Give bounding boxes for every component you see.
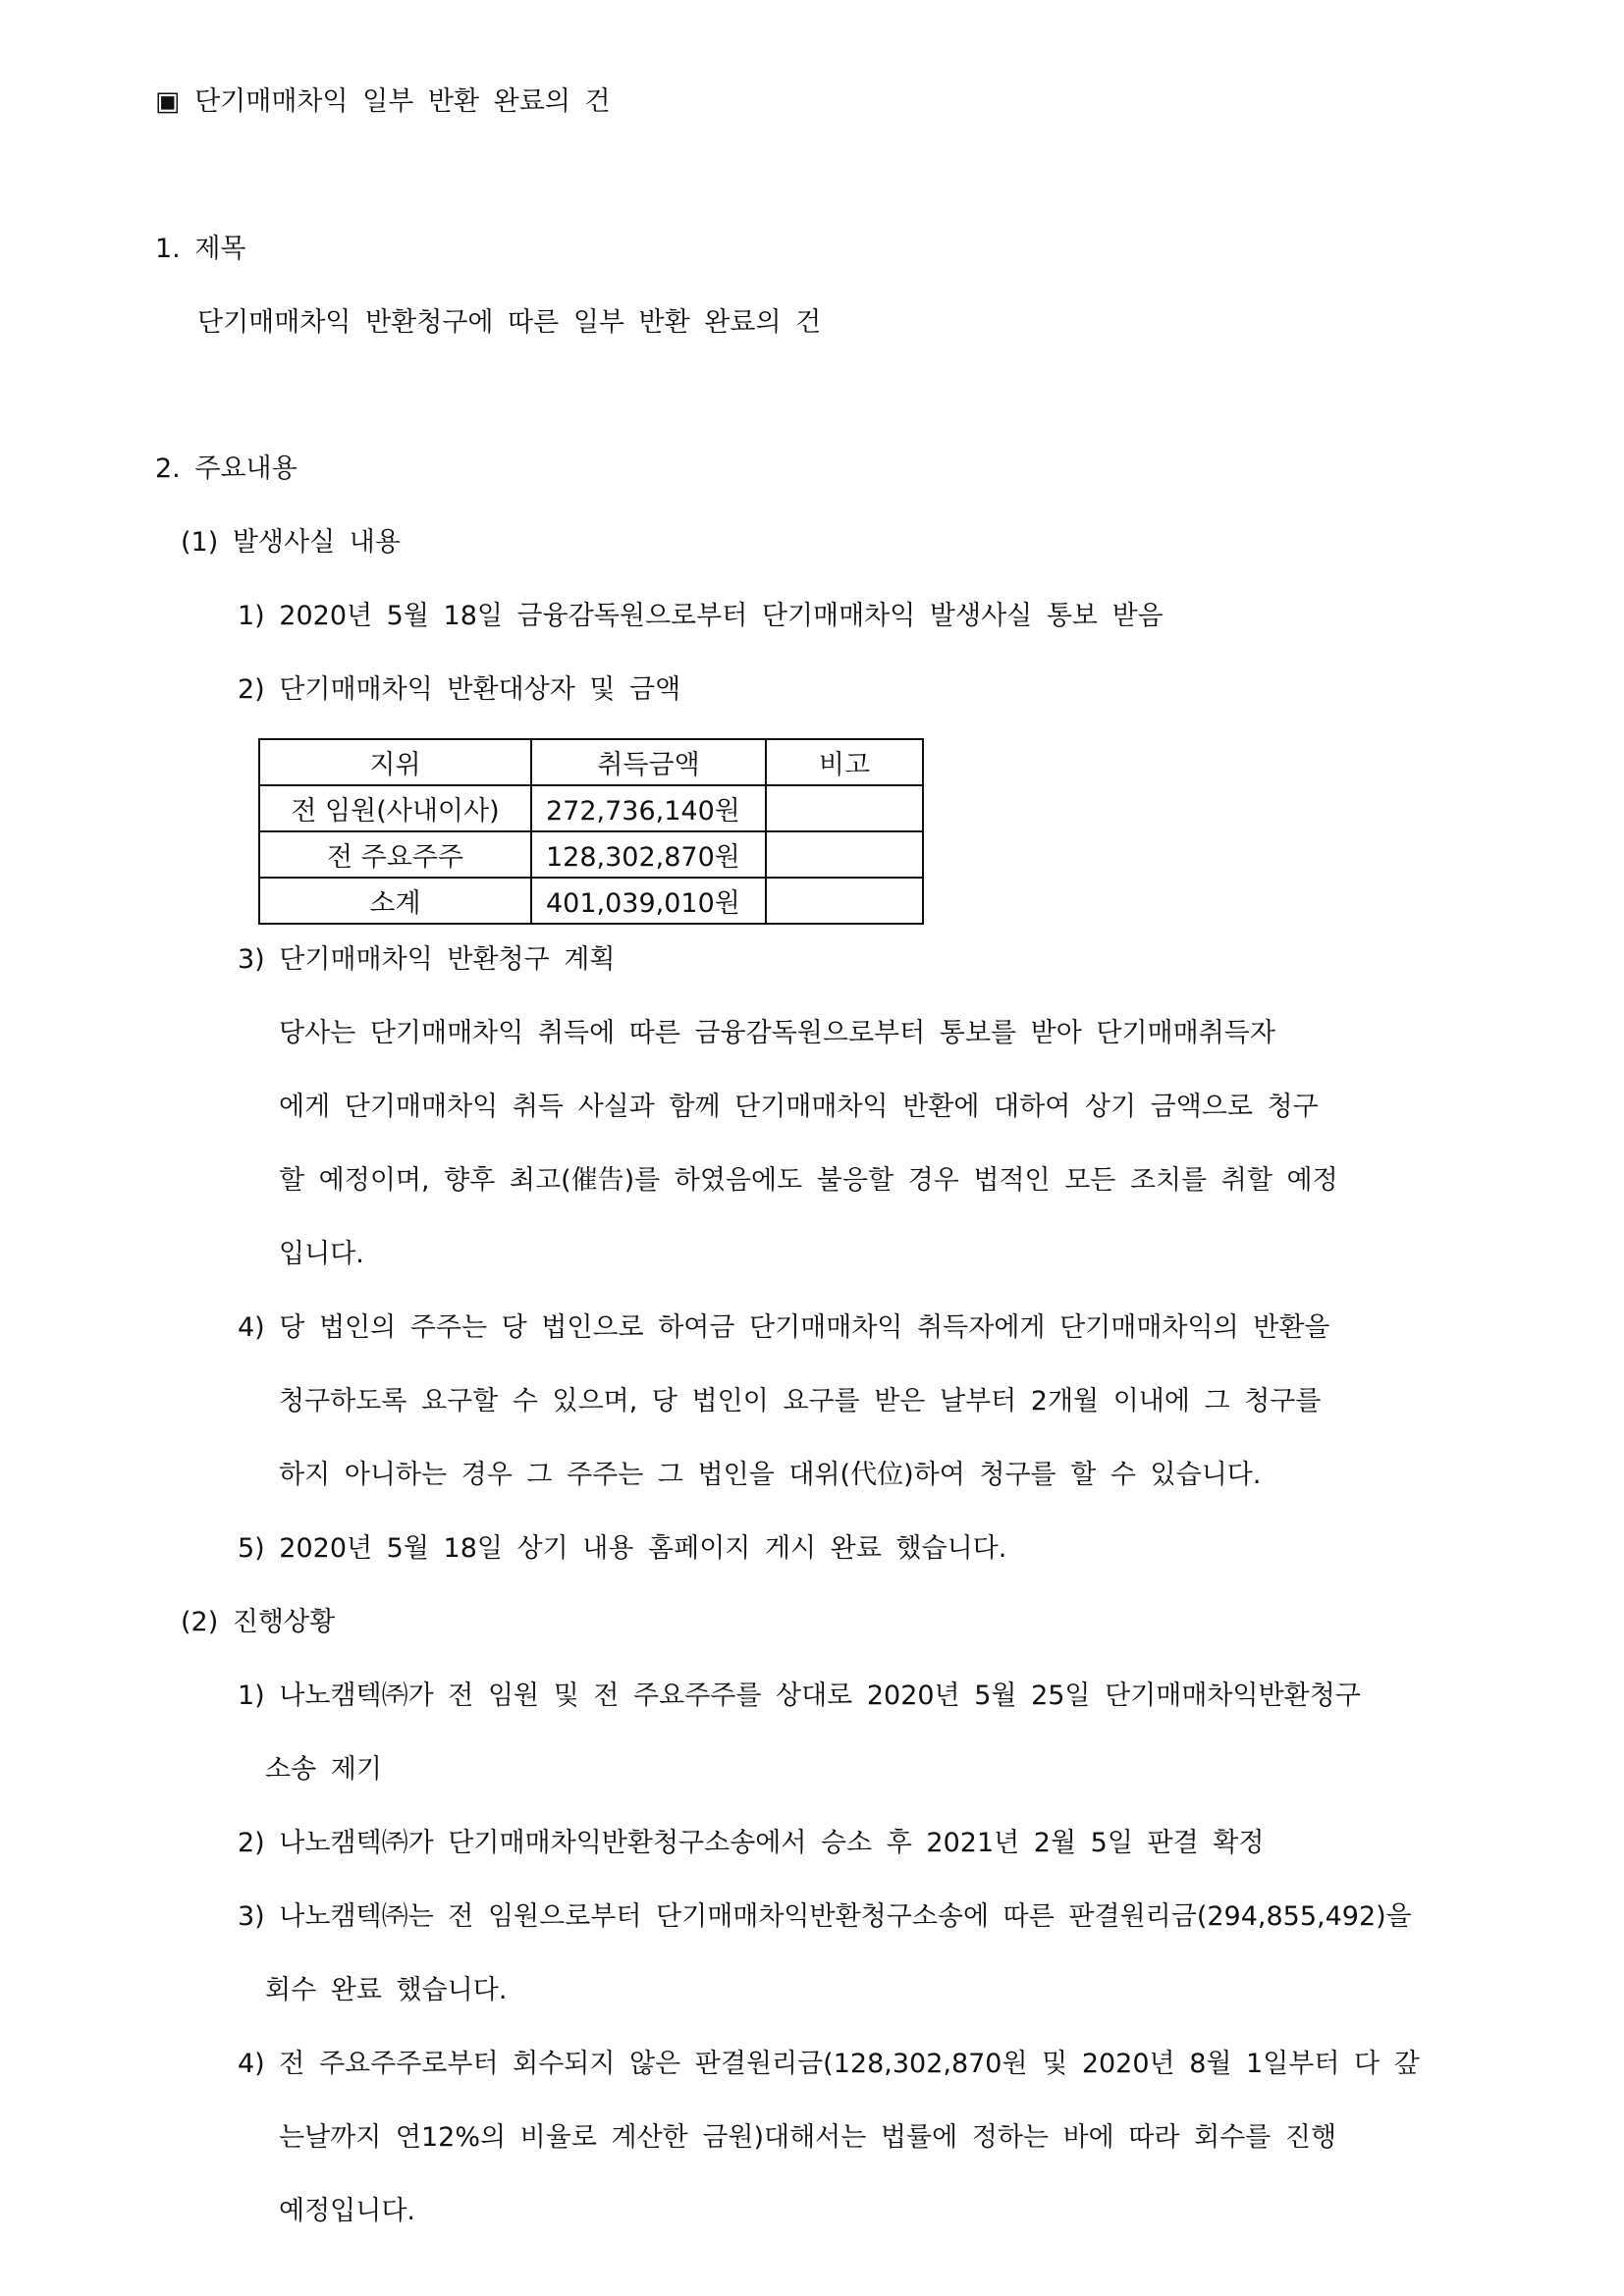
sub1-item-3-line: 할 예정이며, 향후 최고(催告)를 하였음에도 불응할 경우 법적인 모든 조치를 취할 예정 xyxy=(279,1165,1338,1196)
table-cell: 소계 xyxy=(259,878,531,924)
sub2-item-4-line: 4) 전 주요주주로부터 회수되지 않은 판결원리금(128,302,870원 및 2020년 8월 1일부터 다 갚 xyxy=(238,2049,1420,2079)
table-header-row xyxy=(259,739,923,785)
sub2-item-2: 2) 나노캠텍㈜가 단기매매차익반환청구소송에서 승소 후 2021년 2월 5일 판결 확정 xyxy=(238,1828,1265,1858)
table-cell: 272,736,140원 xyxy=(531,785,766,831)
section-2-heading: 2. 주요내용 xyxy=(155,454,298,484)
section-1-heading: 1. 제목 xyxy=(155,234,246,264)
table-cell: 128,302,870원 xyxy=(531,831,766,878)
sub1-item-5: 5) 2020년 5월 18일 상기 내용 홈페이지 게시 완료 했습니다. xyxy=(238,1533,1007,1564)
sub1-item-3-line: 당사는 단기매매차익 취득에 따른 금융감독원으로부터 통보를 받아 단기매매취득자 xyxy=(279,1018,1275,1048)
sub1-item-4-line: 4) 당 법인의 주주는 당 법인으로 하여금 단기매매차익 취득자에게 단기매매차익의 반환을 xyxy=(238,1312,1330,1343)
table-cell: 전 주요주주 xyxy=(259,831,531,878)
table-row xyxy=(259,878,923,924)
sub2-item-3-line: 3) 나노캠텍㈜는 전 임원으로부터 단기매매차익반환청구소송에 따른 판결원리금(294,855,492)을 xyxy=(238,1901,1412,1932)
table-row xyxy=(259,785,923,831)
sub1-item-3-line: 입니다. xyxy=(279,1239,364,1269)
table-cell xyxy=(766,878,923,924)
subsection-1-heading: (1) 발생사실 내용 xyxy=(181,527,401,558)
sub1-item-3-line: 에게 단기매매차익 취득 사실과 함께 단기매매차익 반환에 대하여 상기 금액으로 청구 xyxy=(279,1092,1319,1122)
table-row xyxy=(259,831,923,878)
table-header-cell: 지위 xyxy=(259,739,531,785)
table-cell xyxy=(766,831,923,878)
sub1-item-3-title: 3) 단기매매차익 반환청구 계획 xyxy=(238,944,616,975)
refund-amount-table xyxy=(258,738,924,925)
table-cell: 전 임원(사내이사) xyxy=(259,785,531,831)
sub2-item-1-line: 1) 나노캠텍㈜가 전 임원 및 전 주요주주를 상대로 2020년 5월 25일 단기매매차익반환청구 xyxy=(238,1681,1361,1711)
table-header-cell: 취득금액 xyxy=(531,739,766,785)
table-cell: 401,039,010원 xyxy=(531,878,766,924)
document-title: ▣ 단기매매차익 일부 반환 완료의 건 xyxy=(155,86,611,117)
sub1-item-1: 1) 2020년 5월 18일 금융감독원으로부터 단기매매차익 발생사실 통보 받음 xyxy=(238,601,1164,631)
sub2-item-3-line: 회수 완료 했습니다. xyxy=(265,1975,508,2005)
subsection-2-heading: (2) 진행상황 xyxy=(181,1607,336,1637)
sub1-item-2: 2) 단기매매차익 반환대상자 및 금액 xyxy=(238,674,681,705)
sub2-item-4-line: 는날까지 연12%의 비율로 계산한 금원)대해서는 법률에 정하는 바에 따라 회수를 진행 xyxy=(279,2122,1337,2153)
section-1-body: 단기매매차익 반환청구에 따른 일부 반환 완료의 건 xyxy=(197,307,822,338)
sub2-item-4-line: 예정입니다. xyxy=(279,2196,415,2226)
sub2-item-1-line: 소송 제기 xyxy=(265,1754,382,1785)
table-header-cell: 비고 xyxy=(766,739,923,785)
sub1-item-4-line: 하지 아니하는 경우 그 주주는 그 법인을 대위(代位)하여 청구를 할 수 있습니다. xyxy=(279,1460,1262,1490)
sub1-item-4-line: 청구하도록 요구할 수 있으며, 당 법인이 요구를 받은 날부터 2개월 이내에 그 청구를 xyxy=(279,1386,1322,1416)
table-cell xyxy=(766,785,923,831)
